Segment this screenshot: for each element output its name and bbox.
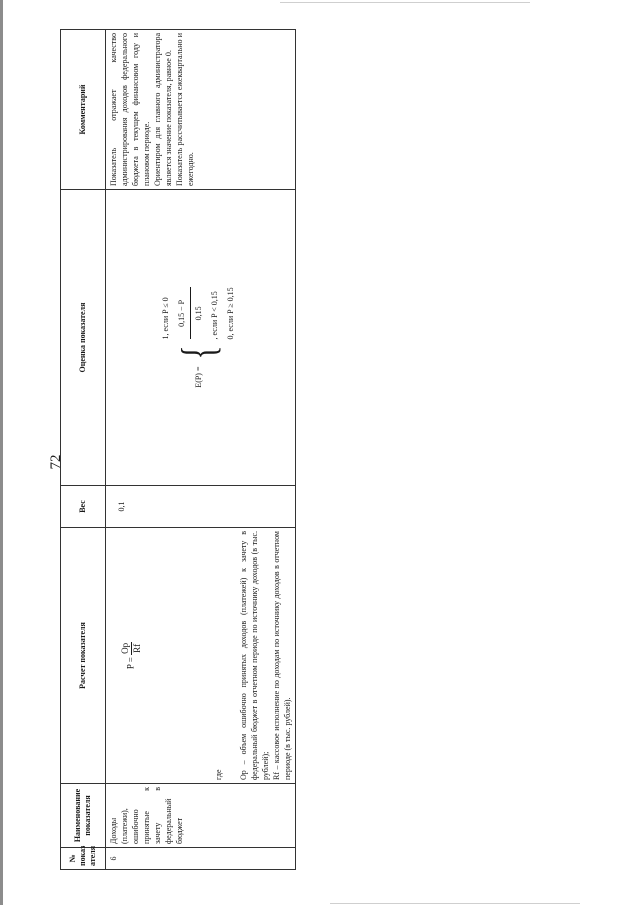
comment-paragraph-2: Ориентиром для главного администратора является значение показателя, равное 0.: [153, 33, 173, 186]
cell-weight: 0,1: [106, 486, 296, 528]
scan-edge: [0, 0, 3, 905]
definition-op: Op – объем ошибочно принятых доходов (платежей) к зачету в федеральный бюджет в отчетном периоде по источнику доходов (в тыс. рублей);: [239, 531, 270, 780]
formula-fraction: [120, 642, 143, 655]
comment-paragraph-1: Показатель отражает качество администрирования доходов федерального бюджета в текущем финансовом году и плановом периоде.: [109, 33, 151, 186]
formula-numerator: Op: [120, 642, 130, 654]
table-row: [106, 30, 296, 870]
formula-denominator: Rf: [132, 643, 142, 653]
calc-formula: [120, 531, 143, 780]
cell-eval: [106, 190, 296, 486]
case2-denominator: 0,15: [194, 306, 203, 321]
eval-lhs: E(P) =: [194, 366, 203, 388]
header-comment: Комментарий: [61, 30, 106, 190]
scan-artifact-bottom: [330, 903, 580, 904]
indicator-table: [60, 29, 296, 870]
header-calc: Расчет показателя: [61, 528, 106, 784]
comment-paragraph-3: Показатель рассчитывается ежеквартально и ежегодно.: [175, 33, 195, 186]
eval-case-3: 0, если P ≥ 0,15: [226, 287, 235, 340]
cell-num: 6: [106, 848, 296, 870]
eval-cases: [158, 287, 239, 339]
eval-case-2: [174, 287, 223, 339]
cell-calc: [106, 528, 296, 784]
header-num: № показ ателя: [61, 848, 106, 870]
cell-comment: [106, 30, 296, 190]
scan-artifact-top: [280, 2, 530, 3]
header-weight: Вес: [61, 486, 106, 528]
left-brace-glyph: {: [171, 346, 225, 360]
header-name: Наименование показателя: [61, 784, 106, 848]
eval-case-1: 1, если P ≤ 0: [161, 297, 170, 340]
formula-lhs: P =: [125, 657, 136, 670]
case2-fraction: [174, 287, 207, 339]
eval-formula: [158, 193, 239, 482]
definition-rf: Rf – кассовое исполнение по доходам по источнику доходов в отчетном периоде (в тыс. рублей).: [272, 531, 292, 780]
case2-numerator: 0,15 − P: [174, 287, 191, 339]
page-number: 72: [48, 454, 64, 470]
table-header-row: [61, 30, 106, 870]
cell-name: Доходы (платежи), ошибочно принятые к зачету в федеральный бюджет: [106, 784, 296, 848]
header-eval: Оценка показателя: [61, 190, 106, 486]
where-label: где: [214, 769, 223, 780]
case2-condition: , если P < 0,15: [210, 291, 219, 340]
rotated-table-container: [60, 30, 292, 870]
